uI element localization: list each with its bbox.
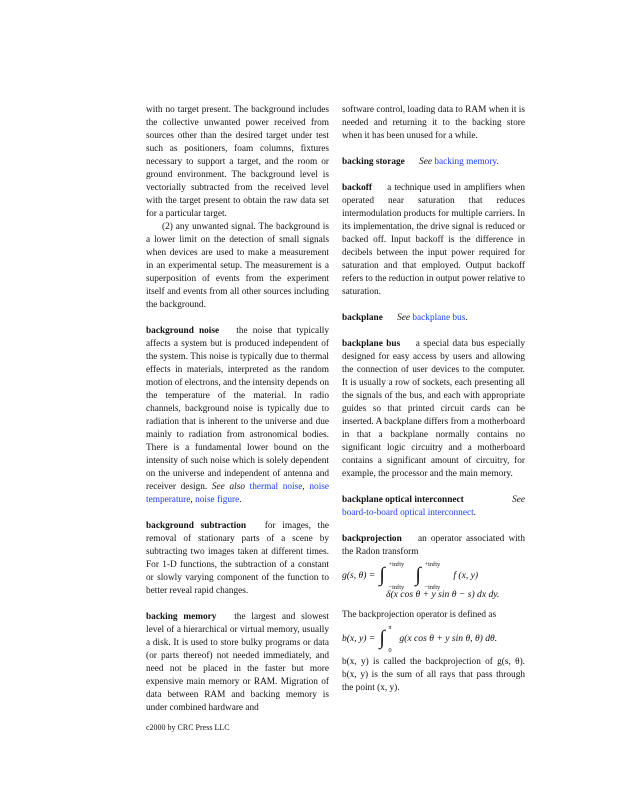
link-backing-memory[interactable]: backing memory (434, 157, 497, 167)
equation-backprojection (342, 624, 525, 654)
left-column (146, 104, 329, 728)
eq1-lhs: g(s, θ) = (342, 569, 376, 581)
term-backing-storage: backing storage (342, 157, 405, 167)
continuation-text: with no target present. The background includes the collective unwanted power received from sources other than the desired target under test such as positioners, foam columns, fixtures necessary to support a target, and the room or ground environment. The background level is vectorially subtracted from the received level with the target present to obtain the raw data set for a particular target. (146, 105, 329, 219)
see-label: See (419, 157, 432, 167)
see-also-label: See also (211, 482, 245, 492)
link-noise-temperature[interactable]: noise temperature (146, 482, 330, 505)
integral-lower-limit: −infty (424, 584, 441, 591)
term-backplane-bus: backplane bus (342, 339, 401, 349)
closing-text: b(x, y) is called the backprojection of g(s, θ). b(x, y) is the sum of all rays that pass through the point (x, y). (342, 657, 525, 693)
integral-sign: ∫ π 0 (379, 624, 392, 654)
equation-radon (342, 561, 525, 601)
entry-backing-memory (146, 611, 329, 715)
definition-backprojection: an operator associated with the Radon transform (342, 534, 525, 557)
see-label: See (397, 313, 411, 323)
term-backoff: backoff (342, 183, 372, 193)
definition-backoff: a technique used in amplifiers when operated near saturation that reduces intermodulation products for multiple carriers. In its implementation, the drive signal is reduced or backed off. Input backoff is the difference in decibels between the input power required for saturation and that employed. Output backoff refers to the reduction in output power relative to saturation. (342, 183, 525, 297)
definition-text: The backprojection operator is defined as (342, 610, 497, 620)
eq1-body: f (x, y) (453, 569, 479, 581)
entry-backplane-optical-interconnect: backplane optical interconnect See board-to-board optical interconnect. (342, 495, 525, 518)
term-background-noise: background noise (146, 326, 220, 336)
eq2-body: g(x cos θ + y sin θ, θ) dθ. (399, 632, 498, 644)
term-backprojection: backprojection (342, 534, 402, 544)
entry-backplane: backplane See backplane bus. (342, 313, 468, 323)
link-board-to-board-optical-interconnect[interactable]: board-to-board optical interconnect (342, 508, 474, 518)
backing-memory-continuation (342, 104, 525, 143)
entry-backing-storage: backing storage See backing memory. (342, 157, 499, 167)
continuation-text-2: (2) any unwanted signal. The background is a lower limit on the detection of small signals when devices are used to make a measurement in an experimental setup. The measurement is a superposition of events from the experiment itself and events from all other sources including the background. (146, 222, 329, 310)
definition-background-subtraction: for images, the removal of stationary parts of a scene by subtracting two images taken at different times. For 1-D functions, the subtraction of a constant or slowly varying component of the function to better reveal rapid changes. (146, 521, 329, 596)
background-continuation (146, 104, 329, 312)
entry-backoff (342, 182, 525, 299)
definition-backing-memory: the largest and slowest level of a hierarchical or virtual memory, usually a disk. It is used to store bulky programs or data (or parts thereof) not needed immediately, and need not be placed in the faster but more expensive main memory or RAM. Migration of data between RAM and backing memory is under combined hardware and (146, 612, 329, 713)
copyright-footer: c2000 by CRC Press LLC (146, 723, 230, 732)
entry-backprojection (342, 533, 525, 695)
integral-sign: ∫ +infty −infty (379, 561, 405, 591)
link-thermal-noise[interactable]: thermal noise (249, 482, 303, 492)
right-column (342, 104, 525, 708)
eq2-lhs: b(x, y) = (342, 632, 376, 644)
definition-background-noise: the noise that typically affects a system but is produced independent of the system. This noise is typically due to thermal effects in materials, interpreted as the random motion of electrons, and the intensity depends on the temperature of the material. In radio channels, background noise is typically due to radiation that is inherent to the universe and due mainly to radiation from astronomical bodies. There is a fundamental lower bound on the intensity of such noise which is solely dependent on the universe and independent of antenna and receiver design. (146, 326, 330, 492)
integral-lower-limit: 0 (388, 647, 392, 654)
link-noise-figure[interactable]: noise figure (195, 495, 240, 505)
term-backplane: backplane (342, 313, 383, 323)
definition-backplane-bus: a special data bus especially designed for easy access by users and allowing the connection of user devices to the computer. It is usually a row of sockets, each presenting all the signals of the bus, and each with appropriate guides so that printed circuit cards can be inserted. A backplane differs from a motherboard in that a backplane normally contains no significant logic circuitry and a motherboard contains a significant amount of circuitry, for example, the processor and the main memory. (342, 339, 525, 479)
entry-background-subtraction (146, 520, 329, 598)
continuation-text: software control, loading data to RAM when it is needed and returning it to the backing store when it has been unused for a while. (342, 105, 525, 141)
entry-backplane-bus (342, 338, 525, 481)
term-backing-memory: backing memory (146, 612, 217, 622)
integral-sign: ∫ +infty −infty (415, 561, 441, 591)
integral-upper-limit: +infty (424, 561, 441, 568)
integral-upper-limit: π (388, 624, 392, 631)
entry-background-noise: background noise the noise that typically affects a system but is produced independent of the system. This noise is typically due to thermal effects in materials, interpreted as the random motion of electrons, and the intensity depends on the temperature of the material. In radio channels, background noise is typically due to radiation that is inherent to the universe and due mainly to radiation from astronomical bodies. There is a fundamental lower bound on the intensity of such noise which is solely dependent on the universe and independent of antenna and receiver design. See also thermal noise, noise temperature, noise figure. (146, 326, 330, 505)
see-label: See (512, 495, 525, 505)
eq1-line2: δ(x cos θ + y sin θ − s) dx dy. (386, 589, 500, 600)
term-background-subtraction: background subtraction (146, 521, 247, 531)
term-backplane-optical-interconnect: backplane optical interconnect (342, 495, 464, 505)
integral-lower-limit: −infty (388, 584, 405, 591)
integral-upper-limit: +infty (388, 561, 405, 568)
link-backplane-bus[interactable]: backplane bus (412, 313, 466, 323)
